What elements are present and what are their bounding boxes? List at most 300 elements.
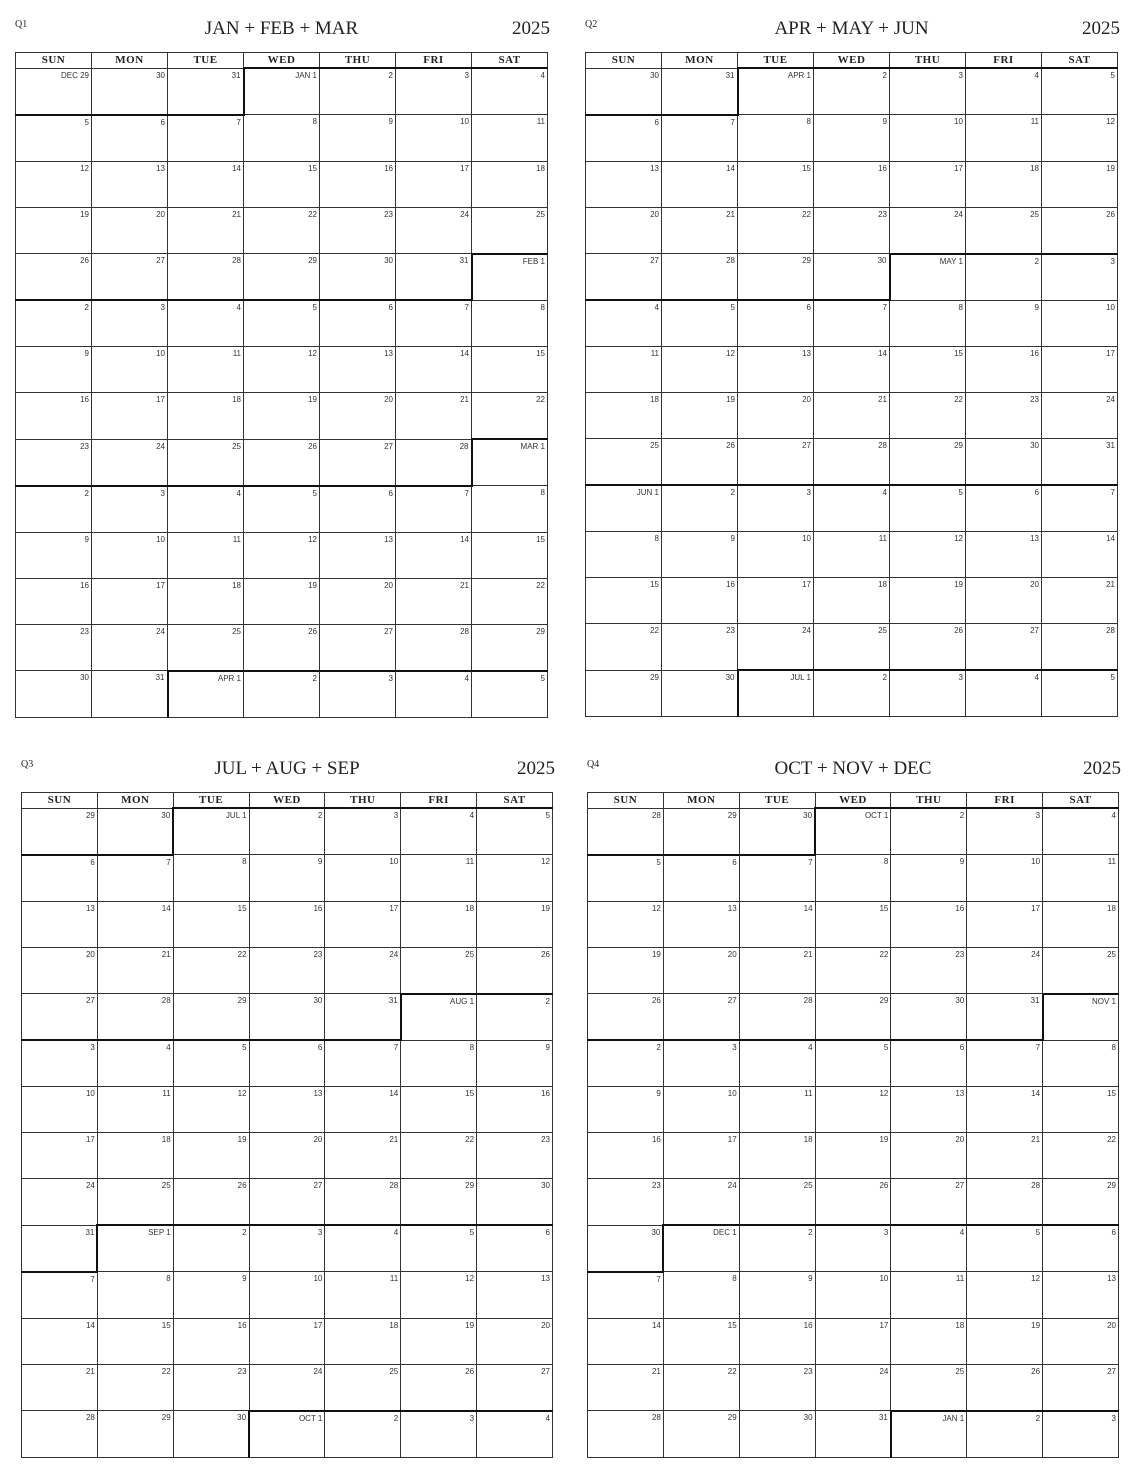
day-cell[interactable]	[967, 855, 1043, 902]
day-cell[interactable]	[1042, 254, 1118, 301]
day-cell[interactable]	[966, 439, 1042, 486]
day-cell[interactable]	[472, 393, 548, 440]
day-cell[interactable]	[1043, 1272, 1119, 1319]
day-cell[interactable]	[249, 808, 325, 855]
day-cell[interactable]	[891, 1318, 967, 1364]
day-cell[interactable]	[815, 1225, 891, 1272]
day-cell[interactable]	[22, 994, 98, 1041]
day-cell[interactable]	[588, 1133, 664, 1179]
day-cell[interactable]	[396, 624, 472, 671]
day-cell[interactable]	[739, 1364, 815, 1411]
day-cell[interactable]	[472, 68, 548, 115]
day-cell[interactable]	[588, 994, 664, 1041]
day-cell[interactable]	[477, 855, 553, 902]
day-cell[interactable]	[890, 393, 966, 439]
day-cell[interactable]	[472, 578, 548, 624]
day-cell[interactable]	[890, 578, 966, 624]
day-cell[interactable]	[586, 393, 662, 439]
day-cell[interactable]	[738, 68, 814, 115]
day-cell[interactable]	[320, 578, 396, 624]
day-cell[interactable]	[244, 578, 320, 624]
day-cell[interactable]	[249, 1179, 325, 1226]
day-cell[interactable]	[739, 1040, 815, 1087]
day-cell[interactable]	[401, 1411, 477, 1458]
day-cell[interactable]	[967, 1087, 1043, 1133]
day-cell[interactable]	[890, 68, 966, 115]
day-cell[interactable]	[22, 1133, 98, 1179]
day-cell[interactable]	[586, 532, 662, 578]
day-cell[interactable]	[173, 1133, 249, 1179]
day-cell[interactable]	[586, 115, 662, 162]
day-cell[interactable]	[662, 115, 738, 162]
day-cell[interactable]	[244, 532, 320, 578]
day-cell[interactable]	[244, 254, 320, 301]
day-cell[interactable]	[738, 347, 814, 393]
day-cell[interactable]	[890, 300, 966, 347]
day-cell[interactable]	[92, 486, 168, 533]
day-cell[interactable]	[739, 855, 815, 902]
day-cell[interactable]	[738, 439, 814, 486]
day-cell[interactable]	[396, 578, 472, 624]
day-cell[interactable]	[663, 1318, 739, 1364]
day-cell[interactable]	[967, 994, 1043, 1041]
day-cell[interactable]	[814, 115, 890, 162]
day-cell[interactable]	[966, 300, 1042, 347]
day-cell[interactable]	[16, 68, 92, 115]
day-cell[interactable]	[477, 1364, 553, 1411]
day-cell[interactable]	[92, 115, 168, 162]
day-cell[interactable]	[588, 1179, 664, 1226]
day-cell[interactable]	[815, 808, 891, 855]
day-cell[interactable]	[472, 300, 548, 347]
day-cell[interactable]	[1042, 347, 1118, 393]
day-cell[interactable]	[477, 1411, 553, 1458]
day-cell[interactable]	[815, 855, 891, 902]
day-cell[interactable]	[738, 254, 814, 301]
day-cell[interactable]	[586, 347, 662, 393]
day-cell[interactable]	[815, 1179, 891, 1226]
day-cell[interactable]	[966, 207, 1042, 254]
day-cell[interactable]	[168, 207, 244, 254]
day-cell[interactable]	[890, 161, 966, 207]
day-cell[interactable]	[738, 532, 814, 578]
day-cell[interactable]	[663, 1133, 739, 1179]
day-cell[interactable]	[168, 300, 244, 347]
day-cell[interactable]	[663, 1272, 739, 1319]
day-cell[interactable]	[16, 532, 92, 578]
day-cell[interactable]	[249, 1133, 325, 1179]
day-cell[interactable]	[320, 161, 396, 207]
day-cell[interactable]	[739, 1179, 815, 1226]
day-cell[interactable]	[1043, 1179, 1119, 1226]
day-cell[interactable]	[320, 254, 396, 301]
day-cell[interactable]	[320, 624, 396, 671]
day-cell[interactable]	[249, 901, 325, 947]
day-cell[interactable]	[477, 901, 553, 947]
day-cell[interactable]	[249, 947, 325, 994]
day-cell[interactable]	[1042, 578, 1118, 624]
day-cell[interactable]	[22, 1040, 98, 1087]
day-cell[interactable]	[588, 1364, 664, 1411]
day-cell[interactable]	[396, 254, 472, 301]
day-cell[interactable]	[22, 1087, 98, 1133]
day-cell[interactable]	[967, 1411, 1043, 1458]
day-cell[interactable]	[966, 161, 1042, 207]
day-cell[interactable]	[244, 624, 320, 671]
day-cell[interactable]	[663, 1411, 739, 1458]
day-cell[interactable]	[472, 671, 548, 718]
day-cell[interactable]	[663, 994, 739, 1041]
day-cell[interactable]	[890, 485, 966, 532]
day-cell[interactable]	[396, 161, 472, 207]
day-cell[interactable]	[967, 947, 1043, 994]
day-cell[interactable]	[966, 393, 1042, 439]
day-cell[interactable]	[815, 901, 891, 947]
day-cell[interactable]	[173, 1225, 249, 1272]
day-cell[interactable]	[967, 901, 1043, 947]
day-cell[interactable]	[814, 439, 890, 486]
day-cell[interactable]	[815, 1040, 891, 1087]
day-cell[interactable]	[22, 901, 98, 947]
day-cell[interactable]	[472, 624, 548, 671]
day-cell[interactable]	[92, 393, 168, 440]
day-cell[interactable]	[966, 347, 1042, 393]
day-cell[interactable]	[586, 300, 662, 347]
day-cell[interactable]	[663, 1364, 739, 1411]
day-cell[interactable]	[325, 947, 401, 994]
day-cell[interactable]	[891, 994, 967, 1041]
day-cell[interactable]	[168, 161, 244, 207]
day-cell[interactable]	[97, 1318, 173, 1364]
day-cell[interactable]	[890, 115, 966, 162]
day-cell[interactable]	[1042, 624, 1118, 671]
day-cell[interactable]	[586, 439, 662, 486]
day-cell[interactable]	[738, 207, 814, 254]
day-cell[interactable]	[477, 1272, 553, 1319]
day-cell[interactable]	[320, 300, 396, 347]
day-cell[interactable]	[401, 1087, 477, 1133]
day-cell[interactable]	[586, 578, 662, 624]
day-cell[interactable]	[477, 1087, 553, 1133]
day-cell[interactable]	[320, 532, 396, 578]
day-cell[interactable]	[1042, 393, 1118, 439]
day-cell[interactable]	[401, 855, 477, 902]
day-cell[interactable]	[325, 1179, 401, 1226]
day-cell[interactable]	[663, 1225, 739, 1272]
day-cell[interactable]	[168, 347, 244, 393]
day-cell[interactable]	[739, 1411, 815, 1458]
day-cell[interactable]	[244, 161, 320, 207]
day-cell[interactable]	[401, 1179, 477, 1226]
day-cell[interactable]	[738, 485, 814, 532]
day-cell[interactable]	[588, 1318, 664, 1364]
day-cell[interactable]	[320, 671, 396, 718]
day-cell[interactable]	[815, 947, 891, 994]
day-cell[interactable]	[173, 855, 249, 902]
day-cell[interactable]	[890, 439, 966, 486]
day-cell[interactable]	[92, 624, 168, 671]
day-cell[interactable]	[477, 1225, 553, 1272]
day-cell[interactable]	[662, 161, 738, 207]
day-cell[interactable]	[588, 855, 664, 902]
day-cell[interactable]	[891, 947, 967, 994]
day-cell[interactable]	[814, 393, 890, 439]
day-cell[interactable]	[967, 808, 1043, 855]
day-cell[interactable]	[663, 808, 739, 855]
day-cell[interactable]	[396, 393, 472, 440]
day-cell[interactable]	[16, 439, 92, 486]
day-cell[interactable]	[249, 1411, 325, 1458]
day-cell[interactable]	[173, 1087, 249, 1133]
day-cell[interactable]	[967, 1133, 1043, 1179]
day-cell[interactable]	[401, 808, 477, 855]
day-cell[interactable]	[396, 532, 472, 578]
day-cell[interactable]	[891, 901, 967, 947]
day-cell[interactable]	[249, 855, 325, 902]
day-cell[interactable]	[1043, 1364, 1119, 1411]
day-cell[interactable]	[588, 808, 664, 855]
day-cell[interactable]	[173, 1040, 249, 1087]
day-cell[interactable]	[662, 532, 738, 578]
day-cell[interactable]	[16, 115, 92, 162]
day-cell[interactable]	[739, 808, 815, 855]
day-cell[interactable]	[477, 1133, 553, 1179]
day-cell[interactable]	[401, 1133, 477, 1179]
day-cell[interactable]	[22, 1318, 98, 1364]
day-cell[interactable]	[244, 115, 320, 162]
day-cell[interactable]	[891, 1133, 967, 1179]
day-cell[interactable]	[249, 1040, 325, 1087]
day-cell[interactable]	[739, 901, 815, 947]
day-cell[interactable]	[97, 1040, 173, 1087]
day-cell[interactable]	[168, 578, 244, 624]
day-cell[interactable]	[815, 994, 891, 1041]
day-cell[interactable]	[320, 207, 396, 254]
day-cell[interactable]	[16, 347, 92, 393]
day-cell[interactable]	[814, 347, 890, 393]
day-cell[interactable]	[325, 1225, 401, 1272]
day-cell[interactable]	[401, 1040, 477, 1087]
day-cell[interactable]	[739, 1225, 815, 1272]
day-cell[interactable]	[586, 624, 662, 671]
day-cell[interactable]	[244, 486, 320, 533]
day-cell[interactable]	[966, 485, 1042, 532]
day-cell[interactable]	[477, 808, 553, 855]
day-cell[interactable]	[22, 855, 98, 902]
day-cell[interactable]	[97, 994, 173, 1041]
day-cell[interactable]	[815, 1364, 891, 1411]
day-cell[interactable]	[320, 486, 396, 533]
day-cell[interactable]	[662, 670, 738, 717]
day-cell[interactable]	[588, 901, 664, 947]
day-cell[interactable]	[739, 947, 815, 994]
day-cell[interactable]	[1042, 161, 1118, 207]
day-cell[interactable]	[738, 115, 814, 162]
day-cell[interactable]	[401, 1364, 477, 1411]
day-cell[interactable]	[966, 254, 1042, 301]
day-cell[interactable]	[890, 670, 966, 717]
day-cell[interactable]	[662, 485, 738, 532]
day-cell[interactable]	[472, 532, 548, 578]
day-cell[interactable]	[320, 439, 396, 486]
day-cell[interactable]	[97, 1411, 173, 1458]
day-cell[interactable]	[92, 347, 168, 393]
day-cell[interactable]	[814, 624, 890, 671]
day-cell[interactable]	[738, 300, 814, 347]
day-cell[interactable]	[92, 68, 168, 115]
day-cell[interactable]	[477, 947, 553, 994]
day-cell[interactable]	[739, 1272, 815, 1319]
day-cell[interactable]	[891, 855, 967, 902]
day-cell[interactable]	[966, 532, 1042, 578]
day-cell[interactable]	[396, 68, 472, 115]
day-cell[interactable]	[16, 393, 92, 440]
day-cell[interactable]	[477, 994, 553, 1041]
day-cell[interactable]	[401, 1272, 477, 1319]
day-cell[interactable]	[16, 486, 92, 533]
day-cell[interactable]	[249, 1272, 325, 1319]
day-cell[interactable]	[168, 671, 244, 718]
day-cell[interactable]	[173, 1364, 249, 1411]
day-cell[interactable]	[325, 1318, 401, 1364]
day-cell[interactable]	[97, 808, 173, 855]
day-cell[interactable]	[168, 624, 244, 671]
day-cell[interactable]	[22, 1411, 98, 1458]
day-cell[interactable]	[173, 1179, 249, 1226]
day-cell[interactable]	[472, 115, 548, 162]
day-cell[interactable]	[16, 254, 92, 301]
day-cell[interactable]	[663, 1087, 739, 1133]
day-cell[interactable]	[815, 1411, 891, 1458]
day-cell[interactable]	[97, 947, 173, 994]
day-cell[interactable]	[325, 1087, 401, 1133]
day-cell[interactable]	[477, 1040, 553, 1087]
day-cell[interactable]	[396, 439, 472, 486]
day-cell[interactable]	[1043, 1318, 1119, 1364]
day-cell[interactable]	[814, 578, 890, 624]
day-cell[interactable]	[738, 393, 814, 439]
day-cell[interactable]	[662, 578, 738, 624]
day-cell[interactable]	[249, 1225, 325, 1272]
day-cell[interactable]	[890, 207, 966, 254]
day-cell[interactable]	[891, 808, 967, 855]
day-cell[interactable]	[244, 207, 320, 254]
day-cell[interactable]	[22, 1179, 98, 1226]
day-cell[interactable]	[967, 1040, 1043, 1087]
day-cell[interactable]	[249, 994, 325, 1041]
day-cell[interactable]	[92, 532, 168, 578]
day-cell[interactable]	[320, 68, 396, 115]
day-cell[interactable]	[967, 1318, 1043, 1364]
day-cell[interactable]	[168, 254, 244, 301]
day-cell[interactable]	[588, 1040, 664, 1087]
day-cell[interactable]	[814, 670, 890, 717]
day-cell[interactable]	[401, 994, 477, 1041]
day-cell[interactable]	[396, 207, 472, 254]
day-cell[interactable]	[16, 207, 92, 254]
day-cell[interactable]	[1043, 855, 1119, 902]
day-cell[interactable]	[1042, 300, 1118, 347]
day-cell[interactable]	[662, 347, 738, 393]
day-cell[interactable]	[966, 670, 1042, 717]
day-cell[interactable]	[662, 439, 738, 486]
day-cell[interactable]	[586, 670, 662, 717]
day-cell[interactable]	[325, 1133, 401, 1179]
day-cell[interactable]	[1043, 901, 1119, 947]
day-cell[interactable]	[739, 1318, 815, 1364]
day-cell[interactable]	[1042, 207, 1118, 254]
day-cell[interactable]	[16, 671, 92, 718]
day-cell[interactable]	[1042, 68, 1118, 115]
day-cell[interactable]	[249, 1364, 325, 1411]
day-cell[interactable]	[1043, 1225, 1119, 1272]
day-cell[interactable]	[662, 254, 738, 301]
day-cell[interactable]	[586, 161, 662, 207]
day-cell[interactable]	[739, 1133, 815, 1179]
day-cell[interactable]	[320, 115, 396, 162]
day-cell[interactable]	[244, 300, 320, 347]
day-cell[interactable]	[173, 1318, 249, 1364]
day-cell[interactable]	[738, 670, 814, 717]
day-cell[interactable]	[662, 624, 738, 671]
day-cell[interactable]	[967, 1179, 1043, 1226]
day-cell[interactable]	[472, 439, 548, 486]
day-cell[interactable]	[966, 115, 1042, 162]
day-cell[interactable]	[814, 161, 890, 207]
day-cell[interactable]	[97, 901, 173, 947]
day-cell[interactable]	[891, 1179, 967, 1226]
day-cell[interactable]	[588, 1272, 664, 1319]
day-cell[interactable]	[891, 1272, 967, 1319]
day-cell[interactable]	[16, 578, 92, 624]
day-cell[interactable]	[325, 1272, 401, 1319]
day-cell[interactable]	[890, 254, 966, 301]
day-cell[interactable]	[815, 1087, 891, 1133]
day-cell[interactable]	[966, 624, 1042, 671]
day-cell[interactable]	[814, 532, 890, 578]
day-cell[interactable]	[662, 393, 738, 439]
day-cell[interactable]	[1042, 485, 1118, 532]
day-cell[interactable]	[1043, 994, 1119, 1041]
day-cell[interactable]	[663, 1179, 739, 1226]
day-cell[interactable]	[663, 901, 739, 947]
day-cell[interactable]	[325, 1411, 401, 1458]
day-cell[interactable]	[477, 1179, 553, 1226]
day-cell[interactable]	[173, 1272, 249, 1319]
day-cell[interactable]	[891, 1225, 967, 1272]
day-cell[interactable]	[401, 1318, 477, 1364]
day-cell[interactable]	[325, 901, 401, 947]
day-cell[interactable]	[320, 347, 396, 393]
day-cell[interactable]	[92, 578, 168, 624]
day-cell[interactable]	[662, 68, 738, 115]
day-cell[interactable]	[966, 578, 1042, 624]
day-cell[interactable]	[814, 254, 890, 301]
day-cell[interactable]	[97, 1133, 173, 1179]
day-cell[interactable]	[739, 994, 815, 1041]
day-cell[interactable]	[244, 393, 320, 440]
day-cell[interactable]	[396, 115, 472, 162]
day-cell[interactable]	[401, 901, 477, 947]
day-cell[interactable]	[738, 161, 814, 207]
day-cell[interactable]	[815, 1133, 891, 1179]
day-cell[interactable]	[173, 994, 249, 1041]
day-cell[interactable]	[1042, 115, 1118, 162]
day-cell[interactable]	[472, 486, 548, 533]
day-cell[interactable]	[890, 532, 966, 578]
day-cell[interactable]	[173, 808, 249, 855]
day-cell[interactable]	[967, 1272, 1043, 1319]
